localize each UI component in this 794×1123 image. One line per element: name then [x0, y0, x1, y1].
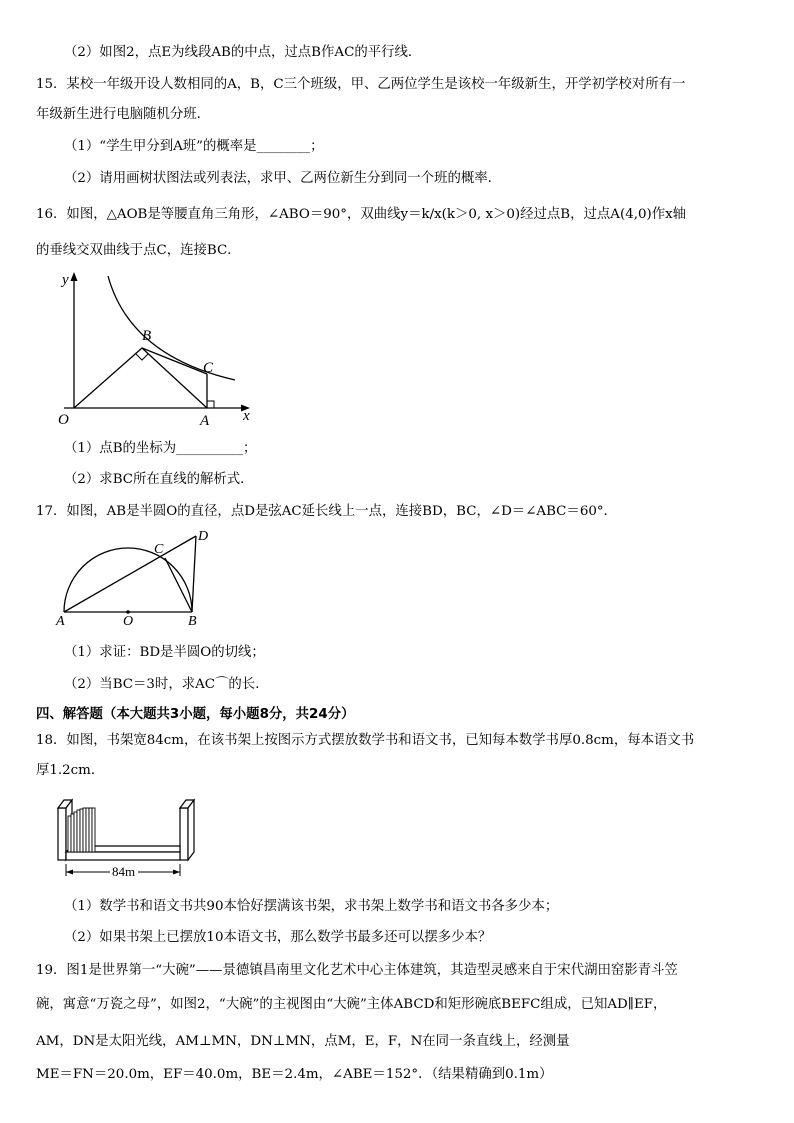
label-D: D: [198, 529, 209, 544]
q16-stem-line2: 的垂线交双曲线于点C，连接BC．: [36, 243, 241, 258]
triangle-AOB: [74, 348, 207, 408]
hyperbola: [108, 276, 235, 380]
q17-stem-line1: 17．如图，AB是半圆O的直径，点D是弦AC延长线上一点，连接BD，BC，∠D＝∠ABC＝60°．: [36, 504, 617, 519]
q16-part1: （1）点B的坐标为__________；: [64, 441, 257, 456]
q18-part2: （2）如果书架上已摆放10本语文书，那么数学书最多还可以摆多少本？: [64, 930, 492, 945]
label-B: B: [188, 614, 197, 628]
q17-part2: （2）当BC＝3时，求AC⌒的长．: [64, 677, 269, 692]
right-angle-mark-B: [136, 354, 148, 360]
label-O: O: [123, 614, 134, 628]
q18-stem-line2: 厚1.2cm．: [36, 763, 105, 778]
right-angle-mark-A: [207, 401, 214, 408]
q19-stem-line1: 19．图1是世界第一“大碗”——景德镇昌南里文化艺术中心主体建筑，其造型灵感来自于宋代湖田窑影青斗笠: [36, 963, 678, 978]
label-x: x: [243, 408, 250, 424]
q17-figure: [48, 528, 218, 628]
q19-stem-line2: 碗，寓意“万瓷之母”，如图2，“大碗”的主视图由“大碗”主体ABCD和矩形碗底BEFC组成，已知AD∥EF，: [36, 997, 667, 1012]
q18-bookshelf-figure: [50, 790, 210, 886]
label-y: y: [62, 272, 69, 288]
label-B: B: [142, 328, 152, 344]
y-axis-arrow: [71, 272, 78, 281]
q17-part1: （1）求证：BD是半圆O的切线；: [64, 645, 265, 660]
segment-BC: [165, 558, 192, 612]
book: [92, 808, 95, 852]
q19-stem-line3: AM，DN是太阳光线，AM⊥MN，DN⊥MN，点M，E，F，N在同一条直线上，经测量: [36, 1034, 570, 1049]
q15-stem-line2: 年级新生进行电脑随机分班．: [36, 107, 211, 122]
q16-part2: （2）求BC所在直线的解析式．: [64, 472, 254, 487]
q14-part2: （2）如图2，点E为线段AB的中点，过点B作AC的平行线．: [64, 45, 422, 60]
q18-part1: （1）数学书和语文书共90本恰好摆满该书架，求书架上数学书和语文书各多少本；: [64, 899, 559, 914]
q16-stem-line1: 16．如图，△AOB是等腰直角三角形，∠ABO＝90°，双曲线y＝k/x(k＞0, x＞0)经过点B，过点A(4,0)作x轴: [36, 207, 687, 222]
q15-part1: （1）“学生甲分到A班”的概率是________；: [64, 139, 324, 154]
q15-part2: （2）请用画树状图法或列表法，求甲、乙两位新生分到同一个班的概率．: [64, 171, 502, 186]
semicircle: [64, 548, 192, 612]
label-C: C: [203, 360, 214, 376]
q18-stem-line1: 18．如图，书架宽84cm，在该书架上按图示方式摆放数学书和语文书，已知每本数学书厚0.8cm，每本语文书: [36, 733, 695, 748]
section-4-heading: 四、解答题（本大题共3小题，每小题8分，共24分）: [36, 707, 355, 722]
q15-stem-line1: 15．某校一年级开设人数相同的A，B，C三个班级，甲、乙两位学生是该校一年级新生，开学初学校对所有一: [36, 77, 686, 92]
segment-BD: [192, 536, 196, 612]
segment-BC: [142, 348, 207, 374]
label-O: O: [58, 412, 69, 426]
label-A: A: [200, 413, 210, 426]
width-label: 84m: [112, 864, 136, 879]
label-A: A: [56, 614, 65, 628]
q16-figure: [50, 268, 265, 426]
label-C: C: [154, 542, 164, 557]
q19-stem-line4: ME＝FN＝20.0m，EF＝40.0m，BE＝2.4m，∠ABE＝152°．（结果精确到0.1m）: [36, 1067, 553, 1082]
